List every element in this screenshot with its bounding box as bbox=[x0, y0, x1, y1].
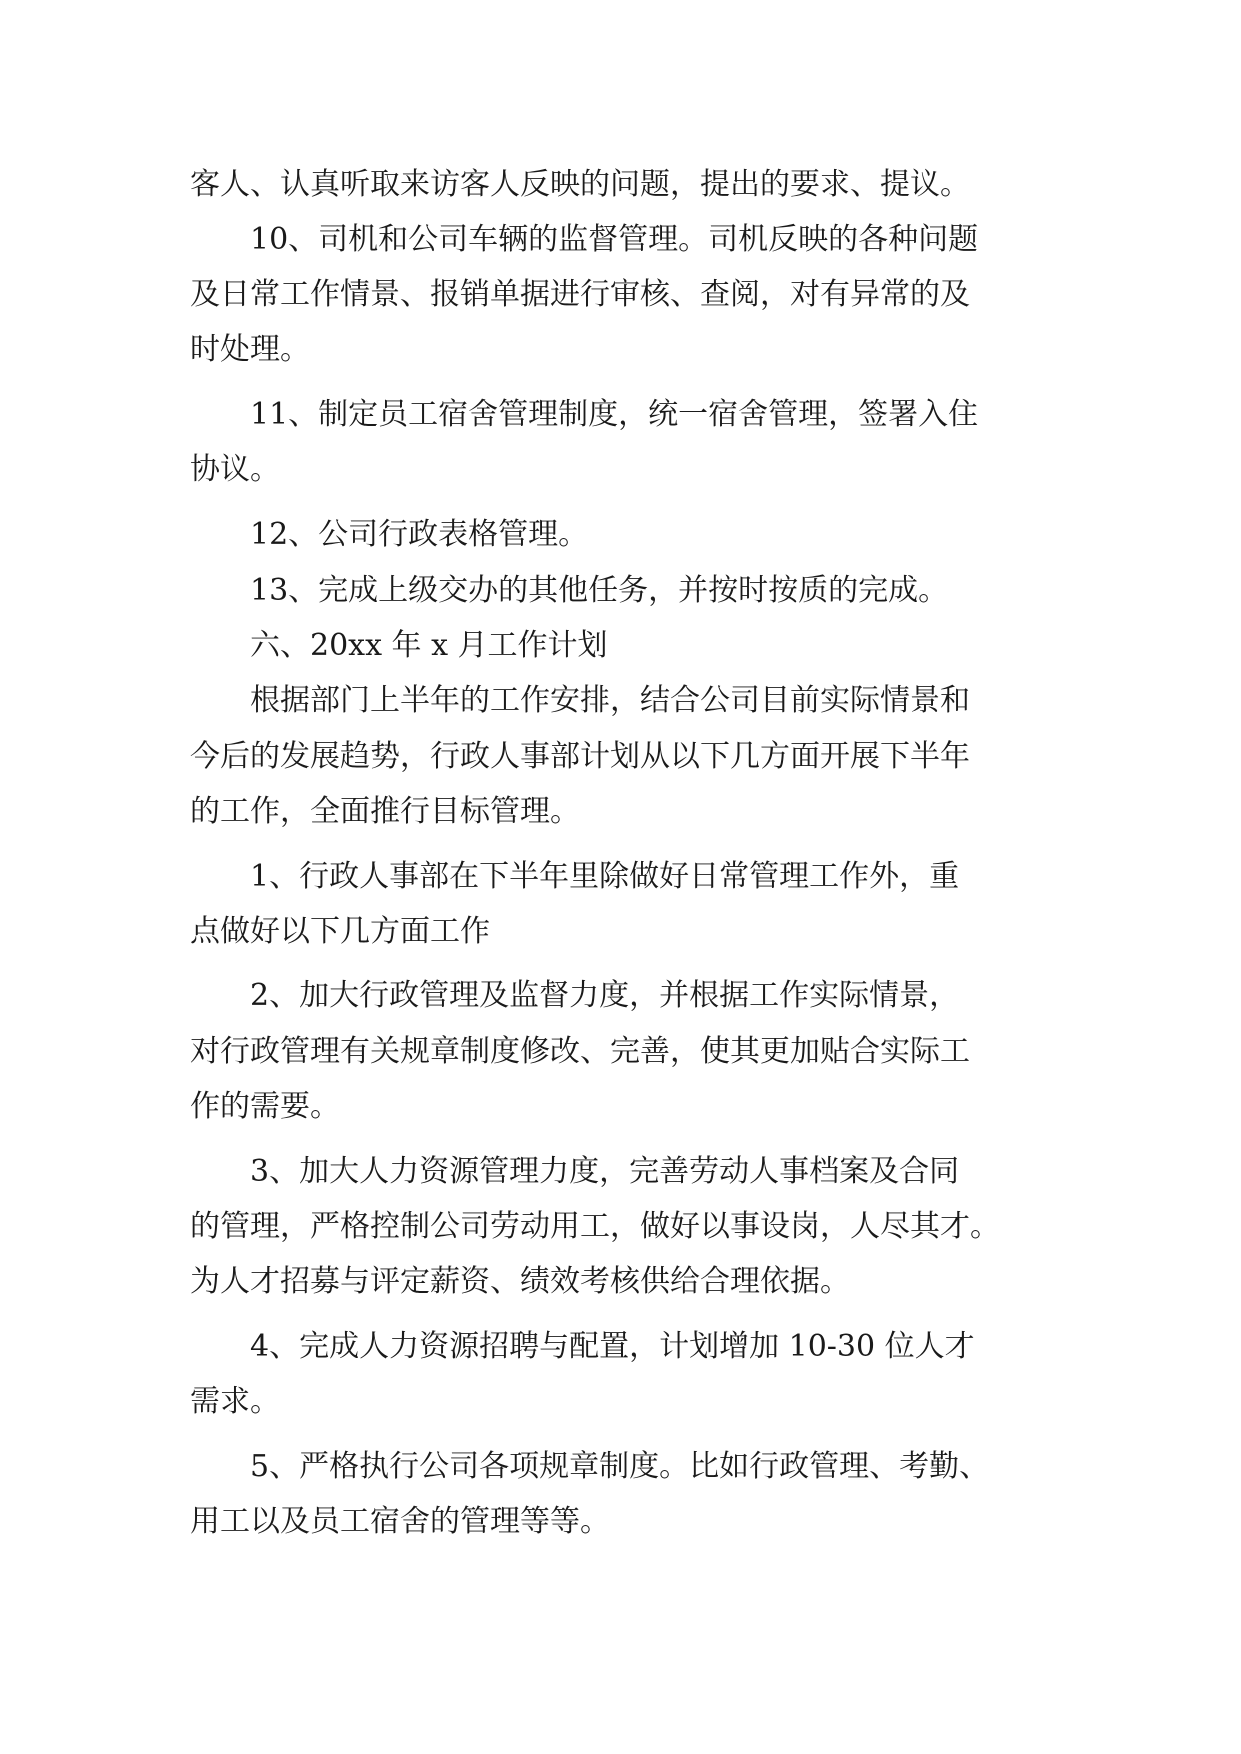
text-line: 3、加大人力资源管理力度，完善劳动人事档案及合同 bbox=[250, 1154, 960, 1189]
text-line: 13、完成上级交办的其他任务，并按时按质的完成。 bbox=[250, 573, 949, 608]
text-line: 用工以及员工宿舍的管理等等。 bbox=[190, 1504, 610, 1539]
text-line: 10、司机和公司车辆的监督管理。司机反映的各种问题 bbox=[250, 222, 979, 257]
text-line: 协议。 bbox=[190, 452, 280, 487]
text-line: 客人、认真听取来访客人反映的问题，提出的要求、提议。 bbox=[190, 167, 970, 202]
text-line: 的工作，全面推行目标管理。 bbox=[190, 794, 580, 829]
text-line: 的管理，严格控制公司劳动用工，做好以事设岗，人尽其才。 bbox=[190, 1209, 1000, 1244]
text-line: 对行政管理有关规章制度修改、完善，使其更加贴合实际工 bbox=[190, 1034, 970, 1069]
text-line: 时处理。 bbox=[190, 332, 310, 367]
text-line: 为人才招募与评定薪资、绩效考核供给合理依据。 bbox=[190, 1264, 850, 1299]
section-heading: 六、20xx 年 x 月工作计划 bbox=[250, 628, 608, 663]
text-line: 根据部门上半年的工作安排，结合公司目前实际情景和 bbox=[250, 683, 970, 718]
text-line: 4、完成人力资源招聘与配置，计划增加 10-30 位人才 bbox=[250, 1329, 975, 1364]
text-line: 作的需要。 bbox=[190, 1089, 340, 1124]
text-line: 12、公司行政表格管理。 bbox=[250, 517, 589, 552]
text-line: 1、行政人事部在下半年里除做好日常管理工作外，重 bbox=[250, 859, 960, 894]
text-line: 5、严格执行公司各项规章制度。比如行政管理、考勤、 bbox=[250, 1449, 990, 1484]
text-line: 点做好以下几方面工作 bbox=[190, 914, 490, 949]
text-line: 11、制定员工宿舍管理制度，统一宿舍管理，签署入住 bbox=[250, 397, 979, 432]
text-line: 及日常工作情景、报销单据进行审核、查阅，对有异常的及 bbox=[190, 277, 970, 312]
text-line: 2、加大行政管理及监督力度，并根据工作实际情景， bbox=[250, 978, 960, 1013]
text-line: 今后的发展趋势，行政人事部计划从以下几方面开展下半年 bbox=[190, 739, 970, 774]
text-line: 需求。 bbox=[190, 1384, 280, 1419]
